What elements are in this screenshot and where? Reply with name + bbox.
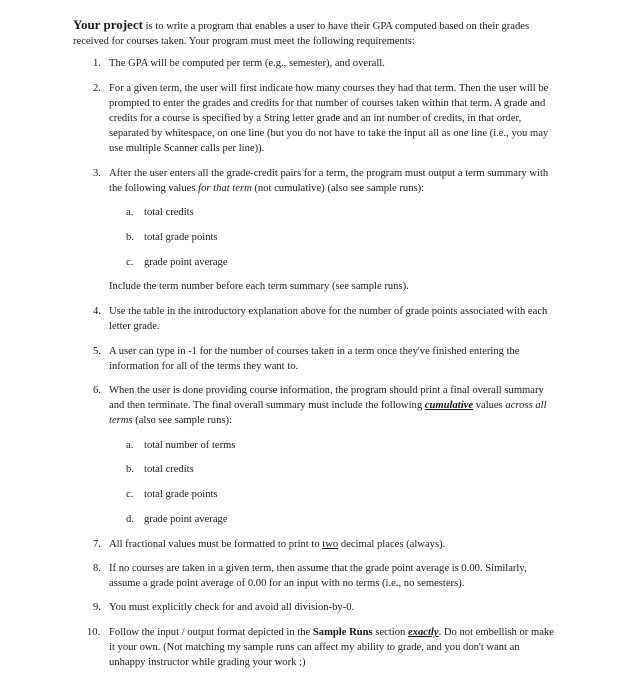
text-run: When the user is done providing course information, the program should print a final overall summary and then terminate. The final overall summary must include the following [109, 385, 544, 411]
item-text [109, 537, 554, 552]
sub-letter: d. [126, 514, 134, 525]
text-run: After the user enters all the grade-credit pairs for a term, the program must output a term summary with the following values [109, 168, 549, 194]
intro-bold-lead: Your project [73, 17, 143, 32]
item-number: 1. [93, 58, 101, 69]
sub-text: total grade points [144, 232, 218, 243]
text-strong: Sample Runs [312, 627, 373, 638]
text-run: (not cumulative) (also see sample runs): [251, 183, 425, 194]
item-text: You must explicitly check for and avoid all division-by-0. [109, 602, 355, 613]
item-text: If no courses are taken in a given term, then assume that the grade point average is 0.00. Similarly, assume a grade point average of 0.00 for an input with no terms (i.e., no semesters). [109, 563, 527, 589]
item-text: The GPA will be computed per term (e.g., semester), and overall. [109, 58, 385, 69]
sub-text: total grade points [144, 489, 218, 500]
item-number: 2. [93, 83, 101, 94]
text-run: (also see sample runs): [132, 415, 232, 426]
sub-letter: c. [126, 257, 134, 268]
text-emphasis: cumulative [424, 400, 474, 411]
item-text: For a given term, the user will first indicate how many courses they had that term. Then the user will be prompted to enter the grades and credits for that number of courses taken within that term. A grade and credits for a course is specified by a String letter grade and an int number of credits, in that order, separated by whitespace, on one line (but you do not have to take the input all as one line (i.e., you may use multiple Scanner calls per line)). [109, 83, 549, 154]
text-run: values [473, 400, 506, 411]
item-text [109, 383, 554, 428]
text-run: section [372, 627, 408, 638]
text-underline: two [322, 539, 339, 550]
item-number: 8. [93, 563, 101, 574]
sub-letter: a. [126, 207, 134, 218]
item-number: 4. [93, 306, 101, 317]
item-number: 10. [87, 627, 101, 638]
text-run: All fractional values must be formatted to print to [109, 539, 323, 550]
text-run: Follow the input / output format depicted in the [109, 627, 313, 638]
intro-text: is to write a program that enables a user to have their GPA computed based on their grades received for courses taken. Your program must meet the following requirements: [73, 21, 530, 47]
text-emphasis: exactly [407, 627, 439, 638]
item-text: Use the table in the introductory explanation above for the number of grade points associated with each letter grade. [109, 306, 548, 332]
text-run: decimal places (always). [338, 539, 446, 550]
sub-letter: b. [126, 232, 134, 243]
item-number: 3. [93, 168, 101, 179]
intro-paragraph [73, 17, 553, 49]
item-text: A user can type in -1 for the number of courses taken in a term once they've finished entering the information for all of the terms they want to. [109, 346, 520, 372]
term-note: Include the term number before each term summary (see sample runs). [109, 281, 409, 292]
sub-letter: c. [126, 489, 134, 500]
sub-letter: a. [126, 440, 134, 451]
sub-text: total credits [144, 207, 194, 218]
item-number: 9. [93, 602, 101, 613]
text-emphasis: for that term [198, 183, 252, 194]
sub-text: grade point average [144, 257, 228, 268]
item-text [109, 166, 554, 196]
sub-letter: b. [126, 464, 134, 475]
item-number: 7. [93, 539, 101, 550]
item-number: 6. [93, 385, 101, 396]
sub-text: grade point average [144, 514, 228, 525]
sub-text: total credits [144, 464, 194, 475]
text-run: . Do not embellish or make it your own. (Not matching my sample runs can affect my ability to grade, and you don't want an unhappy instructor while grading your work ;) [109, 627, 554, 668]
text-emphasis: across all terms [109, 400, 547, 426]
sub-text: total number of terms [144, 440, 236, 451]
item-text [109, 625, 554, 670]
item-number: 5. [93, 346, 101, 357]
